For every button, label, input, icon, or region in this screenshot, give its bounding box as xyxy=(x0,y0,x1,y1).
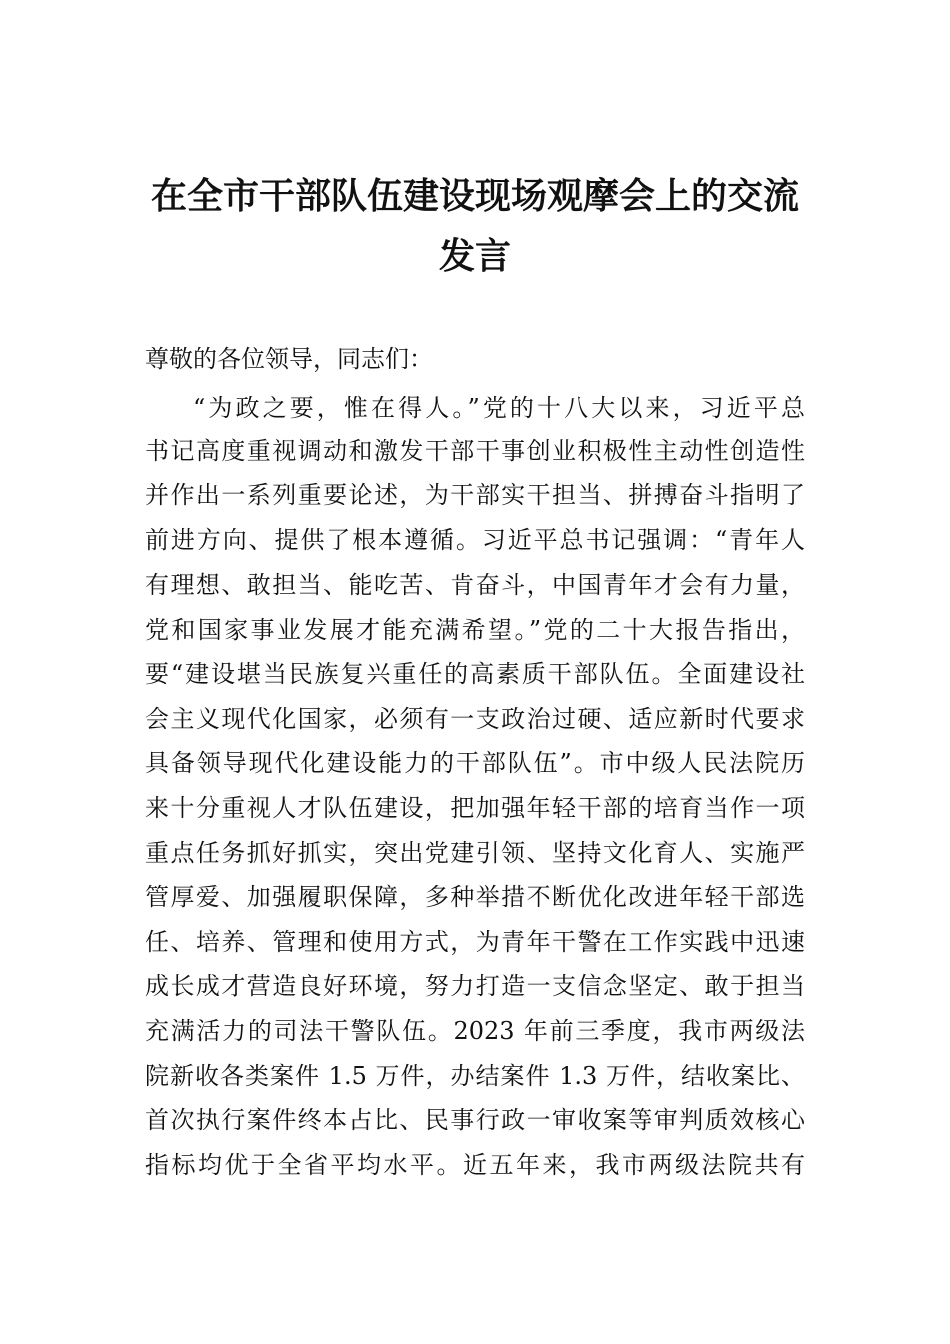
paragraph-line-13: 任、培养、管理和使用方式，为青年干警在工作实践中迅速 xyxy=(145,928,805,956)
document-title-line-1: 在全市干部队伍建设现场观摩会上的交流 xyxy=(150,175,799,217)
paragraph-line-3: 并作出一系列重要论述，为干部实干担当、拼搏奋斗指明了 xyxy=(145,481,805,509)
paragraph-line-11: 重点任务抓好抓实，突出党建引领、坚持文化育人、实施严 xyxy=(145,839,805,867)
paragraph-line-4: 前进方向、提供了根本遵循。习近平总书记强调：“青年人 xyxy=(145,526,805,554)
paragraph-line-16: 院新收各类案件 1.5 万件，办结案件 1.3 万件，结收案比、 xyxy=(145,1062,805,1090)
salutation: 尊敬的各位领导，同志们： xyxy=(145,345,433,373)
paragraph-line-17: 首次执行案件终本占比、民事行政一审收案等审判质效核心 xyxy=(145,1106,805,1134)
paragraph-line-18: 指标均优于全省平均水平。近五年来，我市两级法院共有 xyxy=(145,1151,805,1179)
paragraph-line-9: 具备领导现代化建设能力的干部队伍”。市中级人民法院历 xyxy=(145,749,805,777)
paragraph-line-2: 书记高度重视调动和激发干部干事创业积极性主动性创造性 xyxy=(145,437,805,465)
paragraph-line-1: “为政之要，惟在得人。”党的十八大以来，习近平总 xyxy=(193,394,805,422)
paragraph-line-12: 管厚爱、加强履职保障，多种举措不断优化改进年轻干部选 xyxy=(145,883,805,911)
paragraph-line-7: 要“建设堪当民族复兴重任的高素质干部队伍。全面建设社 xyxy=(145,660,805,688)
paragraph-line-15: 充满活力的司法干警队伍。2023 年前三季度，我市两级法 xyxy=(145,1017,805,1045)
paragraph-line-5: 有理想、敢担当、能吃苦、肯奋斗，中国青年才会有力量， xyxy=(145,571,805,599)
paragraph-line-6: 党和国家事业发展才能充满希望。”党的二十大报告指出， xyxy=(145,616,805,644)
document-title-line-2: 发言 xyxy=(438,235,511,277)
paragraph-line-10: 来十分重视人才队伍建设，把加强年轻干部的培育当作一项 xyxy=(145,794,805,822)
paragraph-line-8: 会主义现代化国家，必须有一支政治过硬、适应新时代要求 xyxy=(145,705,805,733)
paragraph-line-14: 成长成才营造良好环境，努力打造一支信念坚定、敢于担当 xyxy=(145,972,805,1000)
